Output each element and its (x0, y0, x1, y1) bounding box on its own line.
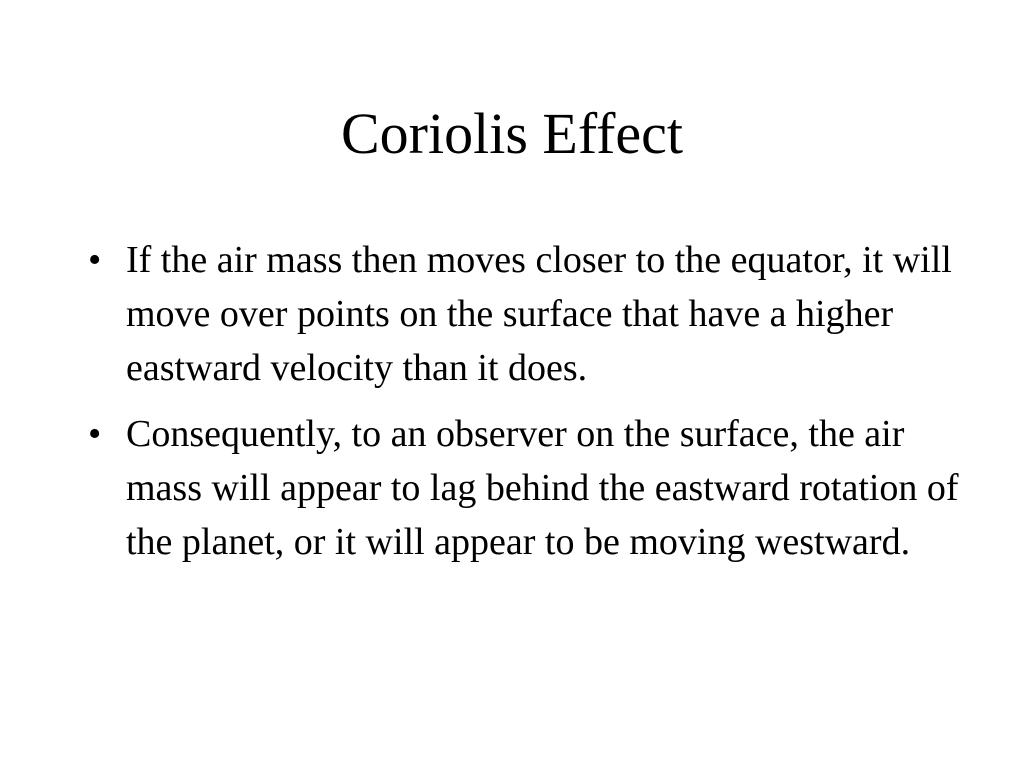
slide-title: Coriolis Effect (340, 101, 684, 166)
bullet-marker: • (88, 239, 102, 281)
bullet-text: If the air mass then moves closer to the equator, it will move over points on the surface that have a higher eastward velocity than it does. (126, 239, 952, 389)
bullet-item (82, 233, 962, 395)
bullet-list (82, 233, 962, 581)
bullet-text: Consequently, to an observer on the surface, the air mass will appear to lag behind the eastward rotation of the planet, or it will appear to be moving westward. (126, 413, 959, 563)
bullet-item (82, 407, 962, 569)
bullet-marker: • (88, 413, 102, 455)
